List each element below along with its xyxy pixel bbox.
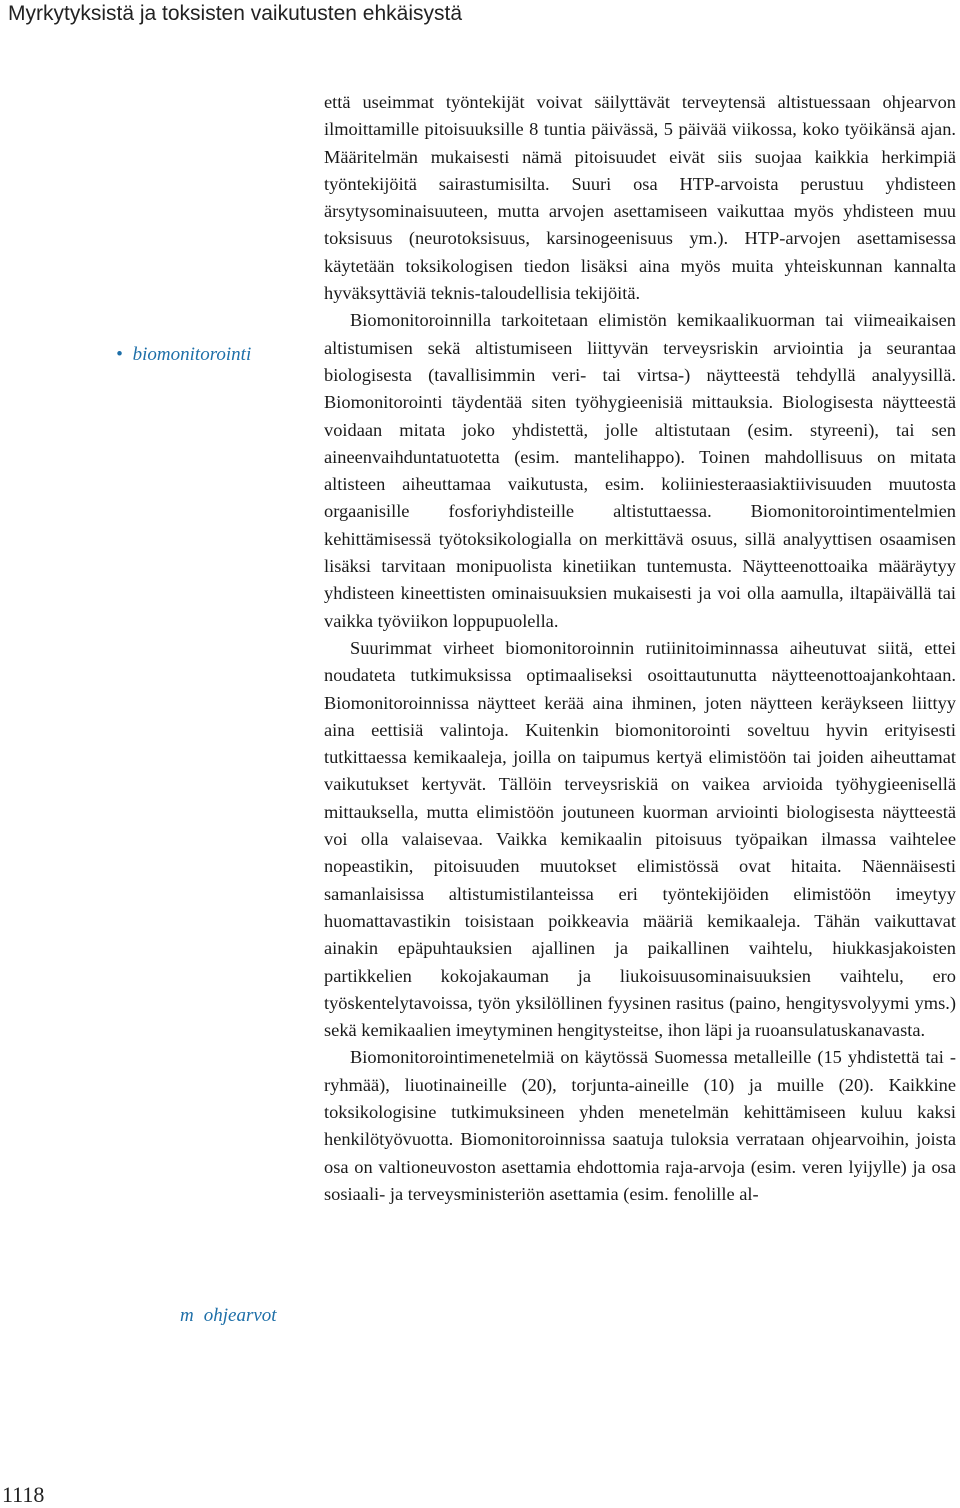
marker-icon: m: [180, 1305, 194, 1326]
margin-note-label: biomonitorointi: [132, 344, 252, 365]
page-number: 1118: [2, 1482, 45, 1507]
body-text: [324, 89, 956, 1208]
paragraph: että useimmat työntekijät voivat säilyttävät terveytensä altistuessaan ohjearvon ilmoittamille pitoisuuksille 8 tuntia päivässä, 5 päivää viikossa, koko työikänsä ajan. Määritelmän mukaisesti nämä pitoisuudet eivät siis suojaa kaikkia herkimpiä työntekijöitä sairastumisilta. Suuri osa HTP-arvoista perustuu yhdisteen ärsytysominaisuuteen, mutta arvojen asettamiseen vaikuttaa myös yhdisteen muu toksisuus (neurotoksisuus, karsinogeenisuus ym.). HTP-arvojen asettamisessa käytetään toksikologisen tiedon lisäksi aina myös muita yhteiskunnan kannalta hyväksyttäviä teknis-taloudellisia tekijöitä.: [324, 92, 956, 304]
margin-note-biomonitorointi: [116, 344, 251, 366]
bullet-icon: •: [116, 344, 123, 365]
paragraph: Biomonitorointimenetelmiä on käytössä Suomessa metalleille (15 yhdistettä tai -ryhmää), liuotinaineille (20), torjunta-aineille (10) ja muille (20). Kaikkine toksikologisine tutkimuksineen yhden menetelmän kehittämiseen kuluu kaksi henkilötyövuotta. Biomonitoroinnissa saatuja tuloksia verrataan ohjearvoihin, joista osa on valtioneuvoston asettamia ehdottomia raja-arvoja (esim. veren lyijylle) ja osa sosiaali- ja terveysministeriön asettamia (esim. fenolille al-: [324, 1047, 956, 1204]
running-header: Myrkytyksistä ja toksisten vaikutusten ehkäisystä: [8, 2, 463, 25]
margin-note-label: ohjearvot: [203, 1305, 277, 1326]
margin-note-ohjearvot: [180, 1305, 277, 1327]
paragraph: Suurimmat virheet biomonitoroinnin rutiinitoiminnassa aiheutuvat siitä, ettei noudateta tutkimuksissa optimaaliseksi osoittautunutta näytteenottoajankohtaan. Biomonitoroinnissa näytteet kerää aina ihminen, joten näytteen keräykseen liittyy aina eettisiä valintoja. Kuitenkin biomonitorointi soveltuu hyvin erityisesti tutkittaessa kemikaaleja, joilla on taipumus kertyä elimistöön tai joiden aiheuttamat vaikutukset kertyvät. Tällöin terveysriskiä on vaikea arvioida työhygieenisellä mittauksella, mutta elimistöön joutuneen kuorman arviointi biologisesta näytteestä voi olla valaisevaa. Vaikka kemikaalin pitoisuus työpaikan ilmassa vaihtelee nopeastikin, pitoisuuden muutokset elimistössä ovat hitaita. Näennäisesti samanlaisissa altistumistilanteissa eri työntekijöiden elimistöön imeytyy huomattavastikin toisistaan poikkeavia määriä kemikaaleja. Tähän vaikuttavat ainakin epäpuhtauksien ajallinen ja paikallinen vaihtelu, hiukkasjakoisten partikkelien kokojakauman ja liukoisuusominaisuuksien vaihtelu, ero työskentelytavoissa, työn yksilöllinen fyysinen rasitus (paino, hengitysvolyymi yms.) sekä kemikaalien imeytyminen hengitysteitse, ihon läpi ja ruoansulatuskanavasta.: [324, 637, 956, 1041]
paragraph: Biomonitoroinnilla tarkoitetaan elimistön kemikaalikuorman tai viimeaikaisen altistumisen sekä altistumiseen liittyvän terveysriskin arviointia ja seurantaa biologisesta (tavallisimmin veri- tai virtsa-) näytteestä tehdyllä analyysillä. Biomonitorointi täydentää siten työhygieenisiä mittauksia. Biologisesta näytteestä voidaan mitata joko yhdistettä, jolle altistutaan (esim. styreeni), tai sen aineenvaihduntatuotetta (esim. mantelihappo). Toinen mahdollisuus on mitata altisteen aiheuttamaa vaikutusta, esim. koliiniesteraasiaktiivisuuden muutosta orgaanisille fosforiyhdisteille altistuttaessa. Biomonitorointimentelmien kehittämisessä työtoksikologialla on merkittävä osuus, sillä analyyttisen osaamisen lisäksi tarvitaan monipuolista kinetiikan tuntemusta. Näytteenottoaika määräytyy yhdisteen kineettisten ominaisuuksien mukaisesti ja voi olla aamulla, iltapäivällä tai vaikka työviikon loppupuolella.: [324, 310, 956, 631]
